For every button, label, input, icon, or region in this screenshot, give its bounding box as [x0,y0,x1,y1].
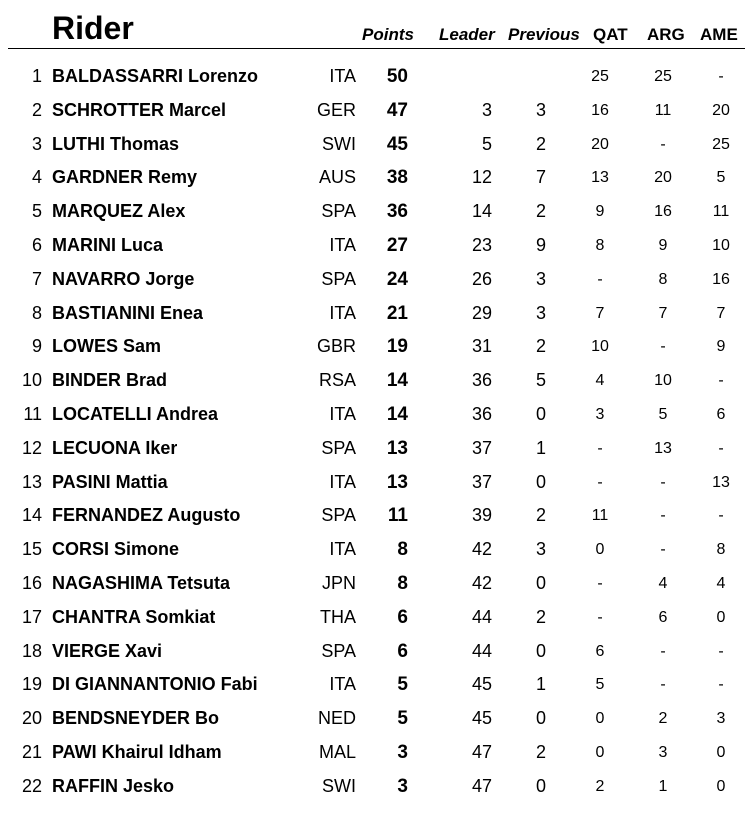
table-row [0,161,745,195]
race-points-ame: 4 [716,574,726,592]
table-row [0,297,745,331]
rider-position: 20 [21,708,42,729]
rider-points: 3 [397,775,408,797]
rider-points: 13 [386,471,408,493]
gap-to-previous: 5 [535,370,546,391]
race-points-arg: 11 [654,101,672,119]
rider-position: 15 [21,539,42,560]
gap-to-leader: 47 [471,775,492,796]
rider-position: 2 [31,99,42,120]
race-points-qat: 4 [595,372,605,390]
rider-name: LOWES Sam [52,336,162,357]
rider-name: BENDSNEYDER Bo [52,708,220,729]
gap-to-leader: 36 [471,370,492,391]
table-row [0,94,745,128]
rider-points: 8 [397,539,408,561]
table-row [0,635,745,669]
rider-nation: ITA [329,471,356,492]
rider-name: BASTIANINI Enea [52,302,204,323]
rider-name: FERNANDEZ Augusto [52,505,241,526]
race-points-arg: - [660,676,666,694]
rider-name: SCHROTTER Marcel [52,99,227,120]
gap-to-leader: 47 [471,741,492,762]
gap-to-previous: 0 [535,471,546,492]
rider-position: 9 [31,336,42,357]
table-row [0,601,745,635]
rider-nation: ITA [329,66,356,86]
race-points-arg: - [660,507,666,525]
race-points-ame: - [718,676,724,694]
race-points-arg: 1 [658,777,668,795]
race-points-arg: 9 [658,236,668,254]
gap-to-previous: 0 [535,640,546,661]
rider-name: CORSI Simone [52,539,180,560]
rider-name: LUTHI Thomas [52,133,180,154]
race-points-qat: 9 [595,203,605,221]
race-points-qat: 0 [595,743,605,761]
gap-to-leader: 12 [471,167,492,188]
rider-nation: MAL [318,741,356,762]
rider-points: 24 [386,268,408,290]
race-points-arg: - [660,338,666,356]
rider-position: 5 [31,201,42,222]
rider-nation: SPA [321,201,356,222]
race-points-ame: 16 [712,270,730,288]
race-points-ame: 6 [716,405,726,423]
rider-points: 5 [397,708,408,730]
gap-to-previous: 2 [535,201,546,222]
rider-points: 6 [397,606,408,628]
rider-nation: ITA [329,403,356,424]
table-row [0,364,745,398]
rider-position: 3 [31,133,42,154]
gap-to-previous: 9 [535,234,546,255]
rider-points: 11 [387,505,408,527]
rider-name: LECUONA Iker [52,437,178,458]
rider-nation: SPA [321,640,356,661]
race-points-qat: 3 [595,405,605,423]
gap-to-leader: 29 [471,302,492,323]
rider-position: 12 [21,437,42,458]
race-points-arg: - [660,473,666,491]
race-points-qat: 7 [595,304,605,322]
table-row [0,432,745,466]
race-points-qat: 0 [595,710,605,728]
gap-to-previous: 2 [535,741,546,762]
table-row [0,263,745,297]
table-row [0,533,745,567]
gap-to-previous: 3 [535,539,546,560]
gap-to-leader: 14 [471,201,492,222]
gap-to-leader: 31 [471,336,492,357]
race-points-arg: 13 [654,439,672,457]
rider-nation: SPA [321,437,356,458]
table-row [0,60,745,94]
rider-points: 50 [386,66,408,87]
race-points-qat: 2 [595,777,605,795]
race-points-arg: - [660,642,666,660]
race-points-ame: 20 [712,101,730,119]
race-points-ame: 0 [716,608,726,626]
gap-to-previous: 1 [535,674,546,695]
gap-to-previous: 0 [535,403,546,424]
race-points-qat: 16 [591,101,609,119]
rider-name: VIERGE Xavi [52,640,163,661]
race-points-qat: 5 [595,676,605,694]
race-points-ame: 5 [716,169,726,187]
rider-nation: ITA [329,674,356,695]
race-points-arg: 8 [658,270,668,288]
header-divider [8,48,745,49]
rider-position: 14 [21,505,42,526]
gap-to-previous: 0 [535,572,546,593]
rider-nation: AUS [318,167,356,188]
rider-nation: SWI [322,133,356,154]
rider-position: 8 [31,302,42,323]
table-row [0,466,745,500]
rider-position: 6 [31,234,42,255]
rider-position: 22 [21,775,42,796]
rider-nation: JPN [321,572,356,593]
race-points-qat: - [597,574,603,592]
race-points-qat: 13 [591,169,609,187]
column-header-leader: Leader [439,25,495,44]
race-points-qat: 11 [591,507,609,525]
gap-to-previous: 2 [535,336,546,357]
race-points-ame: 9 [716,338,726,356]
gap-to-leader: 5 [481,133,492,154]
rider-position: 16 [21,572,42,593]
gap-to-previous: 0 [535,708,546,729]
rider-name: MARINI Luca [52,234,164,255]
rider-position: 11 [23,403,42,424]
rider-position: 19 [21,674,42,695]
race-points-ame: 7 [716,304,726,322]
race-points-ame: - [718,439,724,457]
table-row [0,736,745,770]
rider-name: BINDER Brad [52,370,168,391]
race-points-qat: 8 [595,236,605,254]
rider-nation: SPA [321,505,356,526]
gap-to-leader: 45 [471,708,492,729]
rider-name: BALDASSARRI Lorenzo [52,66,258,86]
race-points-ame: - [718,507,724,525]
table-row [0,770,745,804]
rider-position: 4 [31,167,42,188]
race-points-qat: 25 [591,68,609,85]
race-points-arg: 4 [658,574,668,592]
gap-to-leader: 23 [471,234,492,255]
race-points-arg: 25 [654,68,672,85]
race-points-qat: - [597,270,603,288]
rider-nation: ITA [329,234,356,255]
rider-nation: GBR [316,336,356,357]
gap-to-previous: 3 [535,302,546,323]
gap-to-leader: 42 [471,539,492,560]
table-row [0,128,745,162]
gap-to-previous: 3 [535,268,546,289]
gap-to-previous: 2 [535,606,546,627]
column-header-ame: AME [700,25,738,44]
race-points-arg: 6 [658,608,668,626]
race-points-qat: 0 [595,541,605,559]
race-points-arg: 3 [658,743,668,761]
rider-position: 18 [21,640,42,661]
rider-name: PASINI Mattia [52,471,168,492]
rider-nation: ITA [329,302,356,323]
race-points-ame: 8 [716,541,726,559]
race-points-ame: 11 [712,203,730,221]
rider-position: 1 [31,66,42,86]
page-title: Rider [52,10,134,46]
column-header-previous: Previous [508,25,580,44]
race-points-qat: - [597,439,603,457]
rider-position: 13 [21,471,42,492]
rider-nation: ITA [329,539,356,560]
gap-to-leader: 39 [471,505,492,526]
race-points-qat: 6 [595,642,605,660]
rider-name: LOCATELLI Andrea [52,403,218,424]
rider-name: CHANTRA Somkiat [52,606,216,627]
rider-points: 3 [397,741,408,763]
gap-to-leader: 42 [471,572,492,593]
rider-points: 38 [386,167,408,189]
rider-position: 21 [21,741,42,762]
rider-points: 47 [386,99,408,121]
race-points-arg: 10 [654,372,672,390]
column-header-arg: ARG [647,25,685,44]
gap-to-previous: 7 [535,167,546,188]
gap-to-leader: 37 [471,437,492,458]
race-points-ame: 10 [712,236,730,254]
table-row [0,668,745,702]
gap-to-leader: 36 [471,403,492,424]
rider-points: 36 [386,201,408,223]
race-points-ame: 0 [716,743,726,761]
race-points-qat: 20 [591,135,609,153]
rider-nation: SWI [322,775,356,796]
table-row [0,229,745,263]
rider-name: NAGASHIMA Tetsuta [52,572,231,593]
table-row [0,398,745,432]
rider-points: 45 [386,133,408,155]
race-points-ame: 3 [716,710,726,728]
race-points-ame: 25 [712,135,730,153]
rider-points: 14 [386,370,408,392]
race-points-arg: 5 [658,405,668,423]
rider-points: 27 [386,234,408,256]
gap-to-leader: 26 [471,268,492,289]
race-points-arg: 7 [658,304,668,322]
race-points-ame: - [718,642,724,660]
table-row [0,702,745,736]
rider-name: MARQUEZ Alex [52,201,186,222]
race-points-arg: - [660,135,666,153]
gap-to-previous: 2 [535,133,546,154]
rider-points: 8 [397,572,408,594]
rider-points: 21 [386,302,408,324]
race-points-arg: - [660,541,666,559]
rider-position: 10 [21,370,42,391]
gap-to-leader: 44 [471,606,492,627]
gap-to-leader: 44 [471,640,492,661]
rider-points: 6 [397,640,408,662]
table-row [0,499,745,533]
gap-to-previous: 2 [535,505,546,526]
race-points-ame: - [718,372,724,390]
gap-to-previous: 3 [535,99,546,120]
rider-name: NAVARRO Jorge [52,268,195,289]
race-points-ame: 0 [716,777,726,795]
rider-name: PAWI Khairul Idham [52,741,222,762]
table-row [0,567,745,601]
table-row [0,195,745,229]
rider-position: 7 [31,268,42,289]
column-header-points: Points [362,25,414,44]
race-points-arg: 20 [654,169,672,187]
gap-to-leader: 3 [481,99,492,120]
rider-name: RAFFIN Jesko [52,775,175,796]
rider-points: 19 [386,336,408,358]
rider-nation: GER [316,99,356,120]
rider-points: 5 [397,674,408,696]
gap-to-previous: 0 [535,775,546,796]
rider-position: 17 [21,606,42,627]
table-row [0,330,745,364]
rider-nation: NED [317,708,356,729]
rider-nation: SPA [321,268,356,289]
race-points-ame: - [718,68,724,85]
race-points-ame: 13 [712,473,730,491]
rider-points: 14 [386,403,408,425]
standings-header [0,0,745,50]
race-points-qat: 10 [591,338,609,356]
rider-nation: RSA [318,370,356,391]
race-points-arg: 2 [658,710,668,728]
rider-points: 13 [386,437,408,459]
rider-nation: THA [320,606,356,627]
gap-to-leader: 45 [471,674,492,695]
gap-to-previous: 1 [535,437,546,458]
column-header-qat: QAT [593,25,628,44]
rider-name: GARDNER Remy [52,167,198,188]
gap-to-leader: 37 [471,471,492,492]
race-points-qat: - [597,473,603,491]
rider-name: DI GIANNANTONIO Fabi [52,674,258,695]
standings-table [0,60,745,804]
race-points-qat: - [597,608,603,626]
race-points-arg: 16 [654,203,672,221]
